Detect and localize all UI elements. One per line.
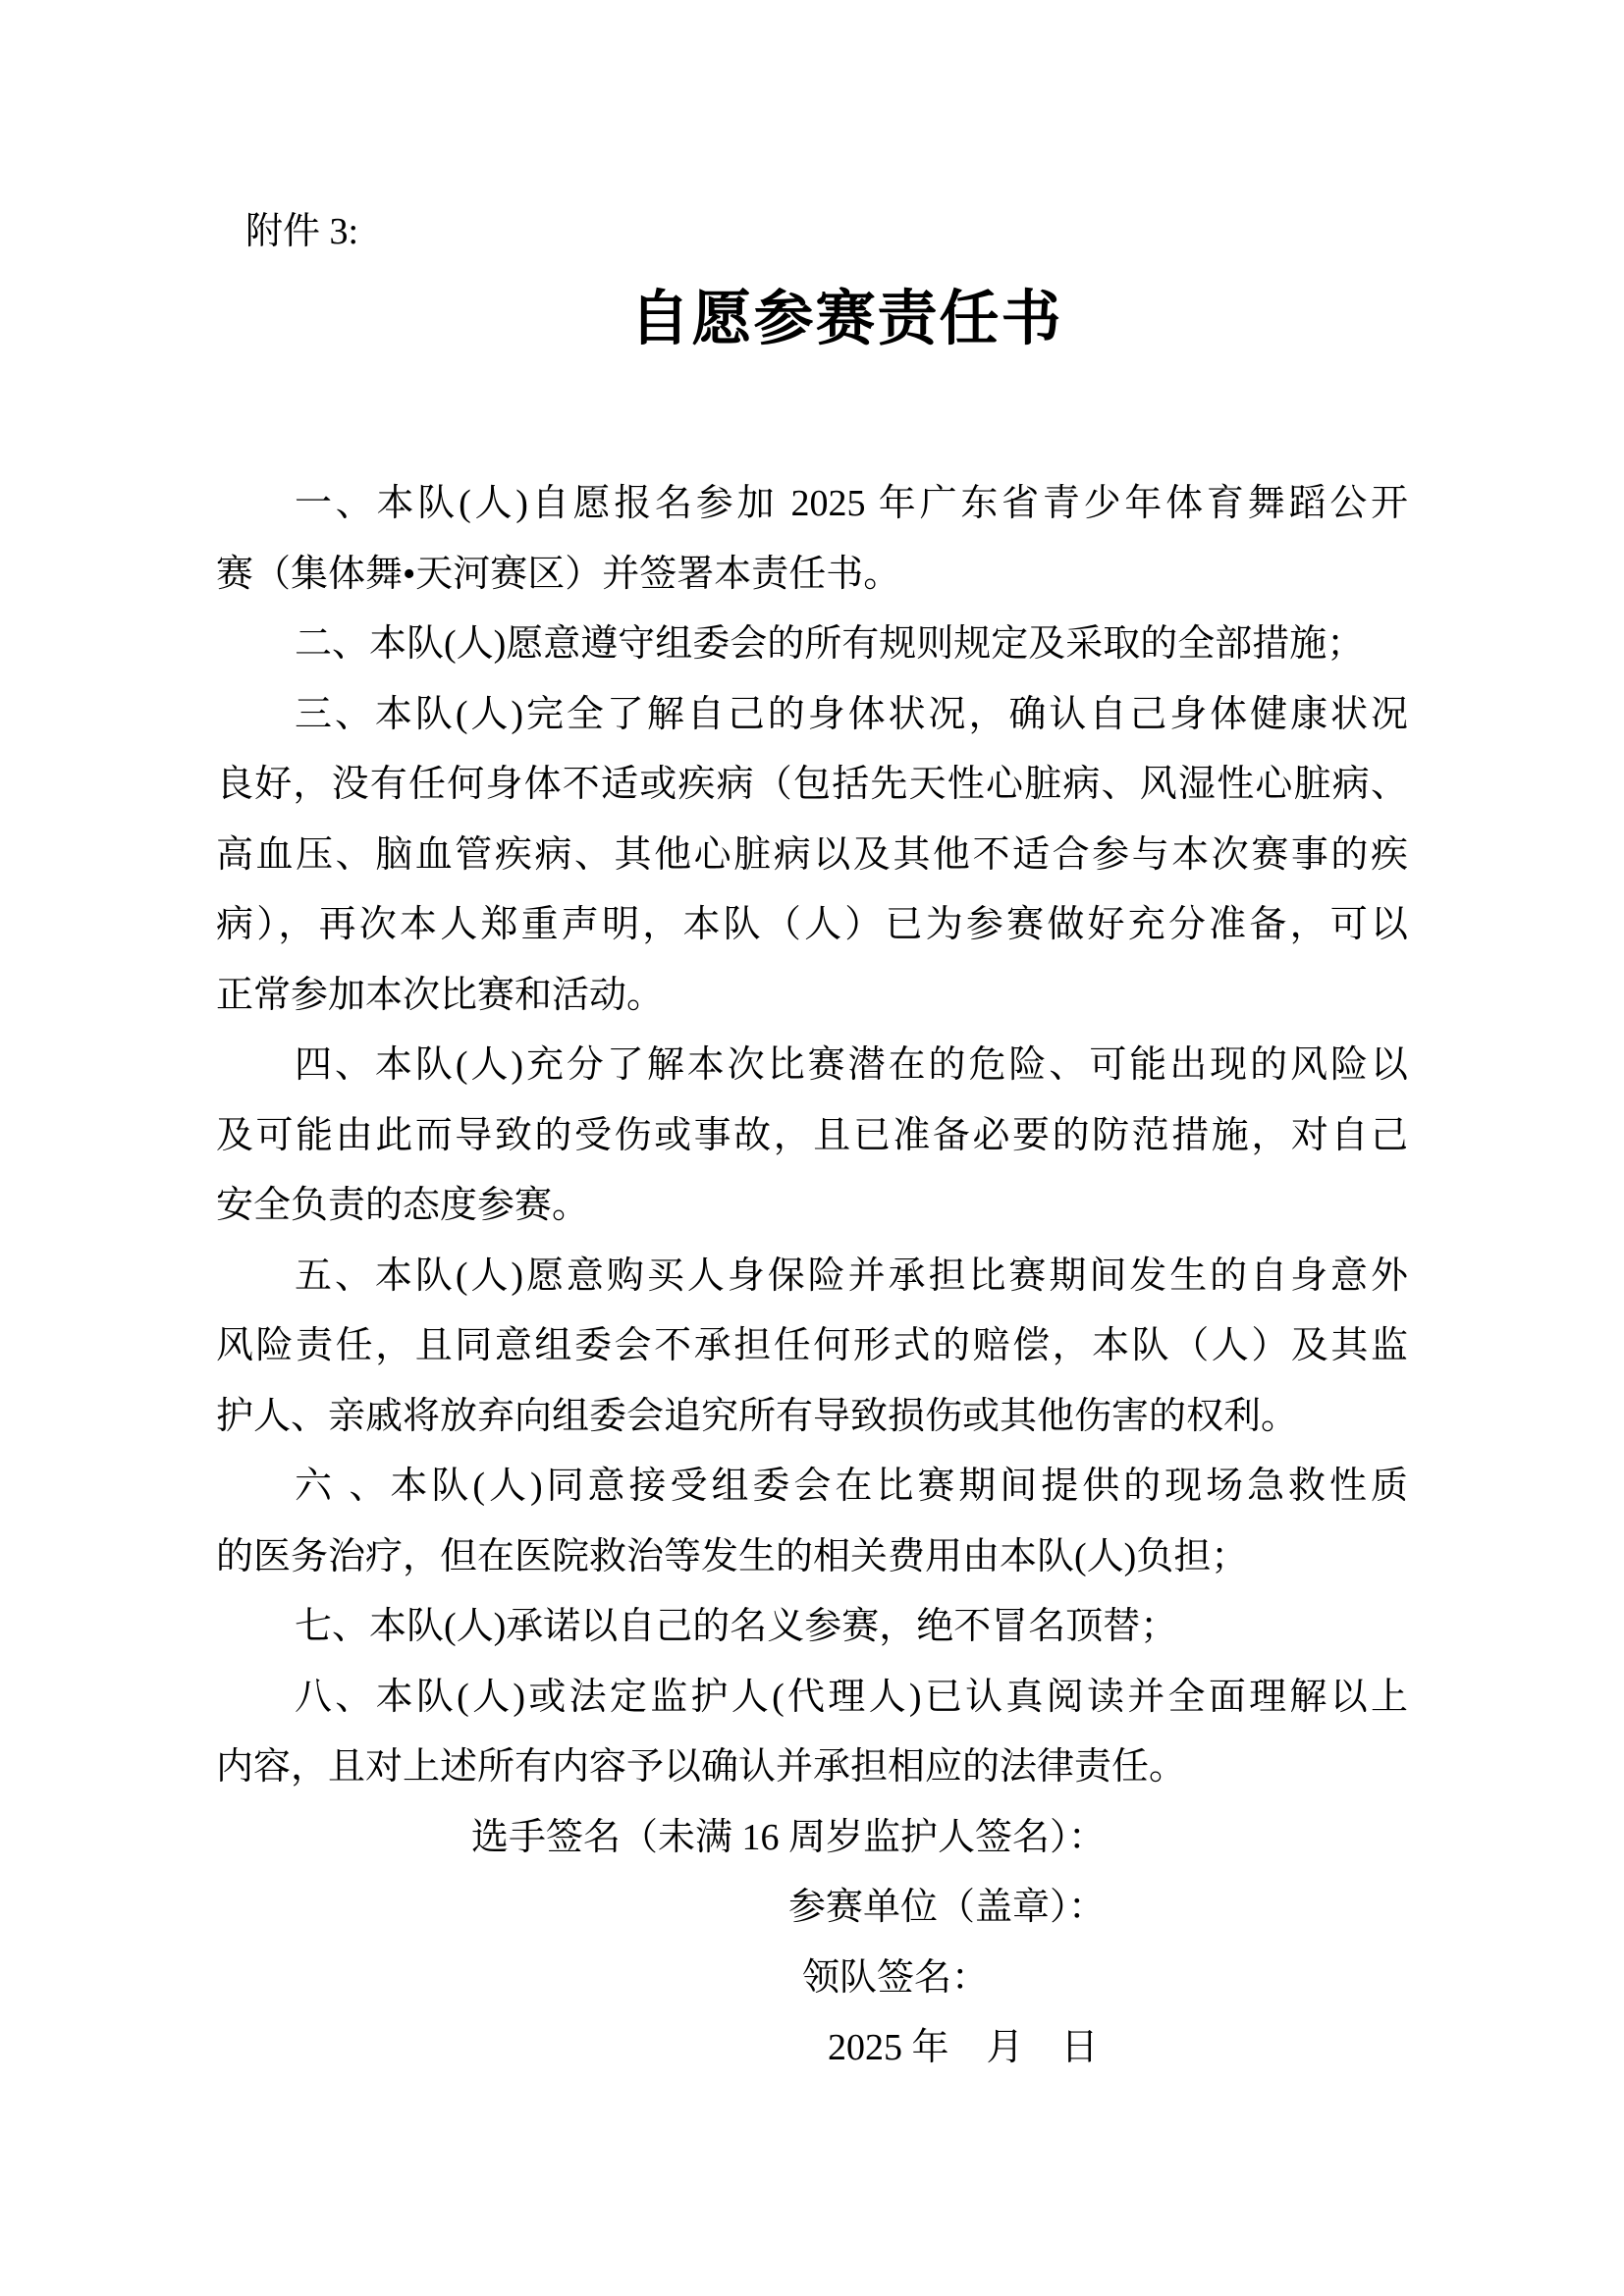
clause-line-clause-6: 的医务治疗，但在医院救治等发生的相关费用由本队(人)负担； — [216, 1535, 1249, 1577]
clause-line-clause-8: 八、本队(人)或法定监护人(代理人)已认真阅读并全面理解以上 — [295, 1676, 1408, 1718]
clause-line-clause-4: 安全负责的态度参赛。 — [216, 1185, 590, 1226]
clause-line-clause-5: 风险责任，且同意组委会不承担任何形式的赔偿，本队（人）及其监 — [216, 1325, 1408, 1366]
clause-line-clause-2: 二、本队(人)愿意遵守组委会的所有规则规定及采取的全部措施； — [295, 623, 1365, 665]
clause-line-clause-3: 良好，没有任何身体不适或疾病（包括先天性心脏病、风湿性心脏病、 — [216, 764, 1408, 805]
clause-line-clause-8: 内容，且对上述所有内容予以确认并承担相应的法律责任。 — [216, 1746, 1187, 1788]
clause-line-clause-3: 三、本队(人)完全了解自己的身体状况，确认自己身体健康状况 — [295, 693, 1408, 735]
clause-line-clause-7: 七、本队(人)承诺以自己的名义参赛，绝不冒名顶替； — [295, 1606, 1178, 1647]
athlete-signature-line: 选手签名（未满 16 周岁监护人签名）： — [471, 1816, 1107, 1858]
clause-line-clause-1: 赛（集体舞•天河赛区）并签署本责任书。 — [216, 553, 901, 595]
clause-line-clause-3: 正常参加本次比赛和活动。 — [216, 974, 665, 1016]
clause-line-clause-4: 及可能由此而导致的受伤或事故，且已准备必要的防范措施，对自己 — [216, 1114, 1408, 1156]
date-line: 2025 年 月 日 — [828, 2027, 1099, 2068]
attachment-label: 附件 3: — [245, 211, 359, 252]
clause-line-clause-3: 病），再次本人郑重声明，本队（人）已为参赛做好充分准备，可以 — [216, 904, 1408, 945]
clause-line-clause-1: 一、本队(人)自愿报名参加 2025 年广东省青少年体育舞蹈公开 — [295, 483, 1408, 524]
page-title: 自愿参赛责任书 — [629, 285, 1063, 351]
clause-line-clause-5: 护人、亲戚将放弃向组委会追究所有导致损伤或其他伤害的权利。 — [216, 1395, 1299, 1437]
clause-line-clause-4: 四、本队(人)充分了解本次比赛潜在的危险、可能出现的风险以 — [295, 1044, 1408, 1086]
clause-line-clause-5: 五、本队(人)愿意购买人身保险并承担比赛期间发生的自身意外 — [295, 1255, 1408, 1297]
clause-line-clause-3: 高血压、脑血管疾病、其他心脏病以及其他不适合参与本次赛事的疾 — [216, 833, 1408, 876]
document-body — [216, 469, 1408, 2084]
clause-line-clause-6: 六 、本队(人)同意接受组委会在比赛期间提供的现场急救性质 — [295, 1466, 1408, 1507]
unit-seal-line: 参赛单位（盖章）： — [788, 1887, 1107, 1928]
team-leader-signature-line: 领队签名： — [802, 1956, 990, 1999]
